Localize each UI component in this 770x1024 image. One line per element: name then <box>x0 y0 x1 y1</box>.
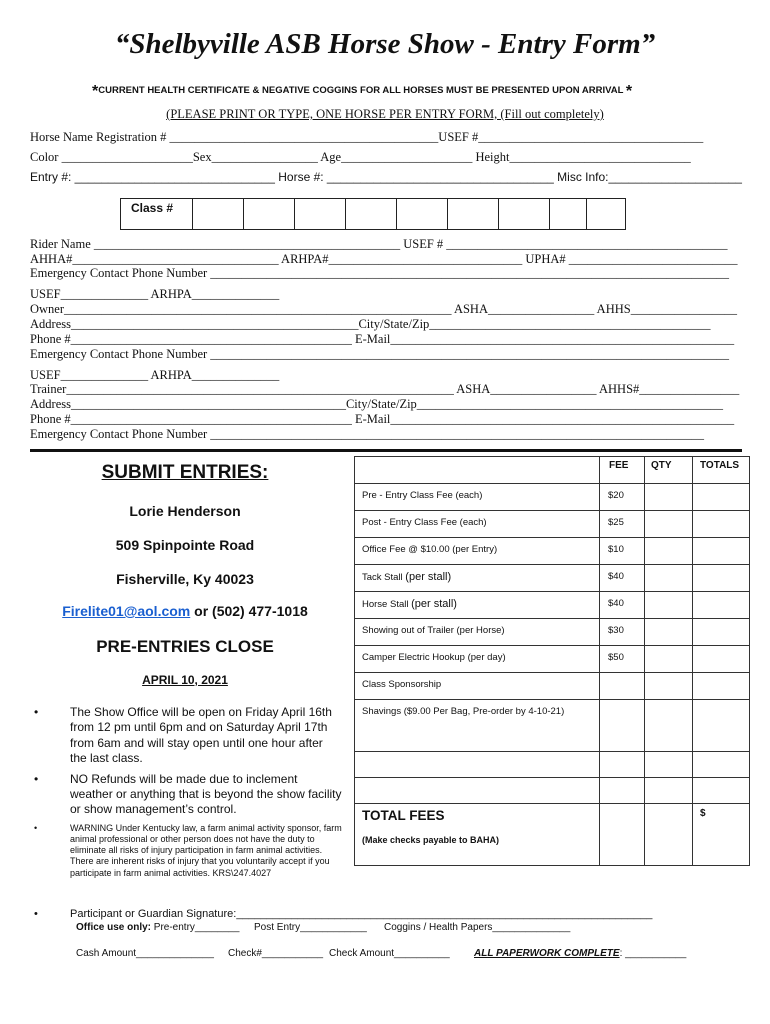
owner-line[interactable]: Owner______________________________________________________________ ASHA_________________ AHHS_________________ <box>30 302 737 316</box>
fee-amount-blank[interactable] <box>600 752 645 778</box>
fee-amount-blank[interactable] <box>600 778 645 804</box>
office-pre-entry[interactable]: Pre-entry________ <box>151 922 240 933</box>
list-item: • NO Refunds will be made due to inclement weather or anything that is beyond the show facility or show management’s control. <box>32 772 342 818</box>
fee-desc <box>355 592 600 619</box>
fee-desc: Post - Entry Class Fee (each) <box>355 511 600 538</box>
fee-desc <box>355 565 600 592</box>
office-use-row1 <box>76 922 239 933</box>
rider-name-line[interactable]: Rider Name _________________________________________________ USEF # _____________________________________________ <box>30 237 728 251</box>
contact-phone: or (502) 477-1018 <box>190 603 308 619</box>
entry-line[interactable]: Entry #: ______________________________ Horse #: __________________________________ Misc Info:____________________ <box>30 170 742 184</box>
qty-cell[interactable] <box>645 778 693 804</box>
class-label: Class # <box>121 199 193 230</box>
email-link[interactable]: Firelite01@aol.com <box>62 603 191 619</box>
fee-amount[interactable] <box>600 700 645 752</box>
office-cash[interactable]: Cash Amount______________ <box>76 948 214 959</box>
qty-cell[interactable] <box>645 673 693 700</box>
qty-header: QTY <box>645 457 693 484</box>
total-cell[interactable] <box>693 646 750 673</box>
signature-line[interactable]: • Participant or Guardian Signature:____________________________________________________________________ <box>32 908 732 920</box>
total-cell[interactable] <box>693 752 750 778</box>
contact-name: Lorie Henderson <box>129 503 241 519</box>
owner-phone-line[interactable]: Phone #_____________________________________________ E-Mail_______________________________________________________ <box>30 332 735 346</box>
paperwork-complete-label: ALL PAPERWORK COMPLETE <box>474 948 620 959</box>
qty-cell[interactable] <box>645 752 693 778</box>
contact-email-phone <box>30 603 340 619</box>
class-table <box>120 198 626 230</box>
fee-amount: $10 <box>600 538 645 565</box>
list-item: • The Show Office will be open on Friday April 16th from 12 pm until 6pm and on Saturday April 17th from 6am and will stay open until one hour after the last class. <box>32 705 342 767</box>
trainer-phone-line[interactable]: Phone #_____________________________________________ E-Mail_______________________________________________________ <box>30 412 735 426</box>
horse-name-line[interactable]: Horse Name Registration # ___________________________________________USEF #____________________________________ <box>30 130 704 144</box>
fee-header-blank <box>355 457 600 484</box>
class-cell[interactable] <box>587 199 626 230</box>
total-cell[interactable] <box>693 619 750 646</box>
office-post-entry[interactable]: Post Entry____________ <box>254 922 367 933</box>
total-cell[interactable] <box>693 778 750 804</box>
total-cell[interactable] <box>693 673 750 700</box>
total-fees-note: (Make checks payable to BAHA) <box>362 835 500 845</box>
trainer-address-line[interactable]: Address____________________________________________City/State/Zip_________________________________________________ <box>30 397 724 411</box>
office-complete <box>474 948 686 959</box>
total-cell[interactable] <box>693 592 750 619</box>
fee-amount[interactable] <box>600 673 645 700</box>
total-qty-blank <box>645 804 693 866</box>
qty-cell[interactable] <box>645 538 693 565</box>
health-notice <box>92 83 632 101</box>
qty-cell[interactable] <box>645 700 693 752</box>
fee-amount: $25 <box>600 511 645 538</box>
total-cell[interactable] <box>693 565 750 592</box>
office-check-number[interactable]: Check#___________ <box>228 948 324 959</box>
notice-star-right: * <box>625 83 633 100</box>
qty-cell[interactable] <box>645 484 693 511</box>
total-cell[interactable] <box>693 484 750 511</box>
fee-desc-blank[interactable] <box>355 752 600 778</box>
pre-entries-heading: PRE-ENTRIES CLOSE <box>96 637 274 656</box>
class-cell[interactable] <box>550 199 587 230</box>
qty-cell[interactable] <box>645 619 693 646</box>
section-divider <box>30 449 742 452</box>
form-title: “Shelbyville ASB Horse Show - Entry Form” <box>114 28 656 60</box>
pre-entries-date: APRIL 10, 2021 <box>142 673 228 687</box>
fee-table <box>354 456 750 866</box>
office-check-amount[interactable]: Check Amount__________ <box>329 948 450 959</box>
fee-amount: $30 <box>600 619 645 646</box>
form-instructions: (PLEASE PRINT OR TYPE, ONE HORSE PER ENTRY FORM, (Fill out completely) <box>166 107 604 121</box>
class-cell[interactable] <box>397 199 448 230</box>
qty-cell[interactable] <box>645 592 693 619</box>
class-cell[interactable] <box>295 199 346 230</box>
contact-city: Fisherville, Ky 40023 <box>116 571 254 587</box>
class-cell[interactable] <box>499 199 550 230</box>
paperwork-complete-blank[interactable]: : ___________ <box>619 948 687 959</box>
fee-desc-main: Tack Stall <box>362 572 406 583</box>
fee-amount: $20 <box>600 484 645 511</box>
contact-address: 509 Spinpointe Road <box>115 537 255 553</box>
fee-amount: $40 <box>600 592 645 619</box>
submit-heading: SUBMIT ENTRIES: <box>101 462 269 483</box>
office-use-label: Office use only: <box>76 922 152 933</box>
fee-amount: $50 <box>600 646 645 673</box>
color-line[interactable]: Color _____________________Sex_________________ Age_____________________ Height_____________________________ <box>30 150 691 164</box>
notice-star-left: * <box>92 83 99 100</box>
info-bullets <box>32 705 342 884</box>
fee-desc: Shavings ($9.00 Per Bag, Pre-order by 4-10-21) <box>355 700 600 752</box>
fee-desc: Camper Electric Hookup (per day) <box>355 646 600 673</box>
total-fees-label: TOTAL FEES <box>362 808 445 823</box>
owner-address-line[interactable]: Address______________________________________________City/State/Zip_____________________________________________ <box>30 317 711 331</box>
fee-header: FEE <box>600 457 645 484</box>
total-cell[interactable] <box>693 511 750 538</box>
total-cell[interactable] <box>693 700 750 752</box>
trainer-line[interactable]: Trainer______________________________________________________________ ASHA_________________ AHHS#________________ <box>30 382 740 396</box>
class-cell[interactable] <box>193 199 244 230</box>
class-cell[interactable] <box>448 199 499 230</box>
trainer-emergency-line[interactable]: Emergency Contact Phone Number _______________________________________________________________________________ <box>30 427 705 441</box>
class-cell[interactable] <box>346 199 397 230</box>
fee-desc: Showing out of Trailer (per Horse) <box>355 619 600 646</box>
total-cell[interactable] <box>693 538 750 565</box>
qty-cell[interactable] <box>645 646 693 673</box>
class-cell[interactable] <box>244 199 295 230</box>
notice-text: CURRENT HEALTH CERTIFICATE & NEGATIVE COGGINS FOR ALL HORSES MUST BE PRESENTED UPON ARRIVAL <box>98 85 624 96</box>
owner-emergency-line[interactable]: Emergency Contact Phone Number ___________________________________________________________________________________ <box>30 347 730 361</box>
trainer-usef-line[interactable]: USEF______________ ARHPA______________ <box>30 368 280 382</box>
owner-usef-line[interactable]: USEF______________ ARHPA______________ <box>30 287 280 301</box>
rider-assoc-line[interactable]: AHHA#_________________________________ ARHPA#_______________________________ UPHA# ___________________________ <box>30 252 738 266</box>
fee-desc-blank[interactable] <box>355 778 600 804</box>
signature-list <box>32 908 732 920</box>
qty-cell[interactable] <box>645 565 693 592</box>
fee-desc-main: Horse Stall <box>362 599 412 610</box>
totals-header: TOTALS <box>693 457 750 484</box>
office-coggins[interactable]: Coggins / Health Papers______________ <box>384 922 571 933</box>
fee-desc-extra: (per stall) <box>411 598 457 610</box>
fee-desc: Pre - Entry Class Fee (each) <box>355 484 600 511</box>
total-fees-cell <box>355 804 600 866</box>
fee-desc: Class Sponsorship <box>355 673 600 700</box>
total-fee-blank <box>600 804 645 866</box>
rider-emergency-line[interactable]: Emergency Contact Phone Number ___________________________________________________________________________________ <box>30 266 730 280</box>
fee-desc-extra: (per stall) <box>405 571 452 583</box>
qty-cell[interactable] <box>645 511 693 538</box>
grand-total-cell[interactable]: $ <box>693 804 750 866</box>
fee-amount: $40 <box>600 565 645 592</box>
list-item: • WARNING Under Kentucky law, a farm animal activity sponsor, farm animal professional or other person does not have the duty to eliminate all risks of injury participation in farm animal activities. There are inherent risks of injury that you voluntarily accept if you participate in farm animal activities. KRS\247.4027 <box>32 823 342 879</box>
fee-desc: Office Fee @ $10.00 (per Entry) <box>355 538 600 565</box>
